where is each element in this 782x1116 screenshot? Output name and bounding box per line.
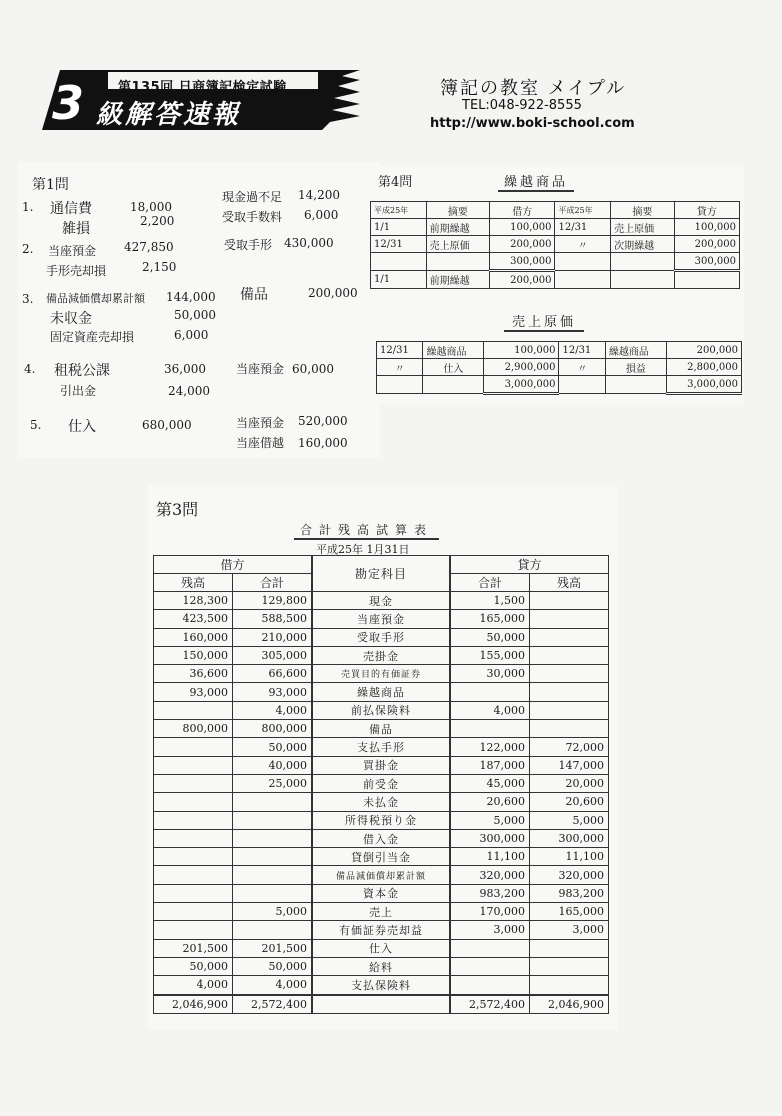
- question-4-answer: [366, 165, 744, 405]
- total-debit-balance: 2,046,900: [154, 995, 233, 1014]
- debit-balance-cell: 4,000: [154, 976, 233, 995]
- exam-title: 第135回 日商簿記検定試験: [118, 80, 287, 95]
- q1-debit-amount: 6,000: [174, 328, 209, 342]
- debit-balance-cell: [154, 921, 233, 939]
- trial-balance-row: [154, 610, 609, 628]
- credit-total-cell: 3,000: [450, 921, 530, 939]
- debit-total-cell: 93,000: [233, 683, 313, 701]
- q1-credit-amount: 430,000: [284, 236, 334, 250]
- credit-total-cell: 50,000: [450, 628, 530, 646]
- trial-balance-row: [154, 701, 609, 719]
- badge-number: 3: [52, 76, 85, 130]
- credit-balance-cell: 300,000: [530, 829, 609, 847]
- account-name-cell: 仕入: [312, 939, 450, 957]
- credit-balance-cell: [530, 665, 609, 683]
- q1-credit-amount: 200,000: [308, 286, 358, 300]
- trial-balance-row: [154, 848, 609, 866]
- account-name-cell: 給料: [312, 957, 450, 975]
- account-name-cell: 資本金: [312, 884, 450, 902]
- debit-total-cell: [233, 811, 313, 829]
- credit-total-cell: 45,000: [450, 774, 530, 792]
- q1-entry-no: 4.: [24, 362, 36, 376]
- debit-total-cell: 305,000: [233, 646, 313, 664]
- credit-balance-cell: 165,000: [530, 903, 609, 921]
- debit-balance-cell: 160,000: [154, 628, 233, 646]
- credit-total-cell: 320,000: [450, 866, 530, 884]
- ledger-row: 〃 仕入 2,900,000 〃 損益 2,800,000: [377, 359, 742, 376]
- q1-debit-account: 租税公課: [54, 363, 110, 379]
- q1-credit-amount: 60,000: [292, 362, 334, 376]
- ledger-header: 摘要: [426, 202, 490, 219]
- trial-balance-row: [154, 829, 609, 847]
- account-header: 勘定科目: [312, 556, 450, 592]
- trial-balance-row: [154, 939, 609, 957]
- ledger-row: 300,000 300,000: [371, 253, 740, 271]
- account-name-cell: 有価証券売却益: [312, 921, 450, 939]
- question-3-answer: [148, 485, 618, 1030]
- q1-entry-no: 1.: [22, 200, 34, 214]
- debit-balance-cell: 800,000: [154, 720, 233, 738]
- credit-total-cell: 165,000: [450, 610, 530, 628]
- school-tel: TEL:048-922-8555: [462, 98, 582, 113]
- debit-total-cell: 50,000: [233, 738, 313, 756]
- q1-debit-amount: 2,200: [140, 214, 175, 228]
- credit-total-cell: 1,500: [450, 592, 530, 610]
- q1-debit-account: 未収金: [50, 311, 92, 327]
- trial-balance-row: [154, 646, 609, 664]
- credit-total-cell: 300,000: [450, 829, 530, 847]
- debit-total-cell: 4,000: [233, 701, 313, 719]
- trial-balance-row: [154, 884, 609, 902]
- q1-debit-account: 手形売却損: [46, 264, 107, 278]
- credit-balance-cell: [530, 939, 609, 957]
- credit-balance-cell: 983,200: [530, 884, 609, 902]
- q1-debit-amount: 50,000: [174, 308, 216, 322]
- account-name-cell: 未払金: [312, 793, 450, 811]
- debit-balance-cell: [154, 774, 233, 792]
- q1-debit-amount: 2,150: [142, 260, 177, 274]
- q1-debit-amount: 680,000: [142, 418, 192, 432]
- total-credit-balance: 2,046,900: [530, 995, 609, 1014]
- debit-label: 借方: [154, 556, 313, 574]
- trial-balance-row: [154, 720, 609, 738]
- debit-balance-header: 残高: [154, 574, 233, 592]
- debit-balance-cell: [154, 811, 233, 829]
- q4-title: 第4問: [378, 175, 413, 190]
- trial-balance-total-row: [154, 995, 609, 1014]
- trial-balance-row: [154, 976, 609, 995]
- debit-total-cell: [233, 829, 313, 847]
- debit-total-cell: 50,000: [233, 957, 313, 975]
- debit-total-cell: [233, 884, 313, 902]
- credit-balance-cell: 3,000: [530, 921, 609, 939]
- question-1-answer: [18, 162, 380, 458]
- account-name-cell: 貸倒引当金: [312, 848, 450, 866]
- q1-credit-amount: 14,200: [298, 188, 340, 202]
- credit-label: 貸方: [450, 556, 609, 574]
- q1-title: 第1問: [32, 177, 69, 193]
- credit-total-cell: [450, 720, 530, 738]
- badge-text: 級解答速報: [96, 100, 242, 130]
- credit-balance-cell: [530, 646, 609, 664]
- trial-balance-row: [154, 903, 609, 921]
- debit-balance-cell: 93,000: [154, 683, 233, 701]
- trial-balance-row: [154, 811, 609, 829]
- credit-balance-cell: [530, 720, 609, 738]
- ledger-header: 貸方: [674, 202, 739, 219]
- account-name-cell: 現金: [312, 592, 450, 610]
- q1-debit-account: 通信費: [50, 201, 92, 217]
- q1-credit-amount: 160,000: [298, 436, 348, 450]
- trial-balance-row: [154, 592, 609, 610]
- ledger-header: 平成25年: [555, 202, 611, 219]
- debit-total-cell: 129,800: [233, 592, 313, 610]
- account-name-cell: 売買目的有価証券: [312, 665, 450, 683]
- q1-debit-amount: 24,000: [168, 384, 210, 398]
- credit-balance-cell: 20,000: [530, 774, 609, 792]
- debit-balance-cell: [154, 756, 233, 774]
- account-name-cell: 所得税預り金: [312, 811, 450, 829]
- credit-balance-cell: [530, 610, 609, 628]
- credit-total-cell: 30,000: [450, 665, 530, 683]
- ledger-header: 借方: [490, 202, 555, 219]
- credit-total-cell: [450, 957, 530, 975]
- credit-total-cell: [450, 939, 530, 957]
- credit-total-cell: 187,000: [450, 756, 530, 774]
- trial-balance-row: [154, 866, 609, 884]
- debit-total-cell: 40,000: [233, 756, 313, 774]
- trial-balance-row: [154, 774, 609, 792]
- credit-total-cell: 5,000: [450, 811, 530, 829]
- q1-debit-account: 固定資産売却損: [50, 330, 135, 344]
- account-name-cell: 繰越商品: [312, 683, 450, 701]
- debit-balance-cell: 50,000: [154, 957, 233, 975]
- debit-balance-cell: 201,500: [154, 939, 233, 957]
- trial-balance-row: [154, 921, 609, 939]
- total-account: [312, 995, 450, 1014]
- credit-balance-cell: [530, 628, 609, 646]
- q1-debit-amount: 18,000: [130, 200, 172, 214]
- account-name-cell: 備品減価償却累計額: [312, 866, 450, 884]
- debit-total-cell: [233, 866, 313, 884]
- ledger-name-cost-of-sales: 売上原価: [504, 311, 584, 332]
- total-debit-sum: 2,572,400: [233, 995, 313, 1014]
- ledger-row: 12/31 繰越商品 100,000 12/31 繰越商品 200,000: [377, 342, 742, 359]
- account-name-cell: 当座預金: [312, 610, 450, 628]
- credit-balance-cell: 320,000: [530, 866, 609, 884]
- ledger-merchandise-inventory: [370, 201, 740, 289]
- credit-balance-cell: 5,000: [530, 811, 609, 829]
- trial-balance-title: 合計残高試算表: [294, 521, 439, 540]
- credit-total-header: 合計: [450, 574, 530, 592]
- credit-total-cell: 155,000: [450, 646, 530, 664]
- q1-debit-amount: 427,850: [124, 240, 174, 254]
- debit-total-cell: 4,000: [233, 976, 313, 995]
- q1-debit-account: 当座預金: [48, 244, 97, 258]
- ledger-row: 1/1 前期繰越 100,000 12/31 売上原価 100,000: [371, 219, 740, 236]
- debit-total-cell: 800,000: [233, 720, 313, 738]
- debit-total-cell: 210,000: [233, 628, 313, 646]
- credit-balance-cell: 147,000: [530, 756, 609, 774]
- q1-credit-account: 受取手形: [224, 238, 273, 252]
- trial-balance-date: 平成25年 1月31日: [316, 543, 410, 556]
- q1-debit-amount: 36,000: [164, 362, 206, 376]
- ledger-header: 平成25年: [371, 202, 427, 219]
- q3-title: 第3問: [156, 500, 199, 519]
- q1-credit-account: 受取手数料: [222, 210, 283, 224]
- debit-total-cell: [233, 848, 313, 866]
- total-credit-sum: 2,572,400: [450, 995, 530, 1014]
- debit-total-cell: 588,500: [233, 610, 313, 628]
- ledger-header: 摘要: [611, 202, 675, 219]
- debit-balance-cell: [154, 903, 233, 921]
- credit-total-cell: 983,200: [450, 884, 530, 902]
- account-name-cell: 買掛金: [312, 756, 450, 774]
- q1-debit-amount: 144,000: [166, 290, 216, 304]
- trial-balance-row: [154, 683, 609, 701]
- debit-balance-cell: 423,500: [154, 610, 233, 628]
- debit-balance-cell: 36,600: [154, 665, 233, 683]
- account-name-cell: 借入金: [312, 829, 450, 847]
- account-name-cell: 前払保険料: [312, 701, 450, 719]
- q1-credit-amount: 6,000: [304, 208, 339, 222]
- q1-credit-amount: 520,000: [298, 414, 348, 428]
- trial-balance-table: [153, 555, 609, 1014]
- debit-balance-cell: 128,300: [154, 592, 233, 610]
- credit-balance-header: 残高: [530, 574, 609, 592]
- debit-total-cell: [233, 793, 313, 811]
- ledger-row: 1/1 前期繰越 200,000: [371, 271, 740, 289]
- debit-balance-cell: [154, 848, 233, 866]
- account-name-cell: 前受金: [312, 774, 450, 792]
- account-name-cell: 支払保険料: [312, 976, 450, 995]
- account-name-cell: 受取手形: [312, 628, 450, 646]
- q1-credit-account: 現金過不足: [222, 190, 283, 204]
- account-name-cell: 売上: [312, 903, 450, 921]
- debit-total-cell: 66,600: [233, 665, 313, 683]
- ledger-name-merchandise: 繰越商品: [498, 171, 574, 192]
- account-name-cell: 備品: [312, 720, 450, 738]
- debit-total-cell: 25,000: [233, 774, 313, 792]
- credit-total-cell: 11,100: [450, 848, 530, 866]
- trial-balance-row: [154, 665, 609, 683]
- q1-debit-account: 仕入: [68, 419, 96, 435]
- credit-total-cell: 20,600: [450, 793, 530, 811]
- credit-balance-cell: 20,600: [530, 793, 609, 811]
- q1-entry-no: 3.: [22, 292, 34, 306]
- credit-total-cell: [450, 976, 530, 995]
- credit-balance-cell: 11,100: [530, 848, 609, 866]
- q1-credit-account: 備品: [240, 287, 268, 303]
- credit-total-cell: [450, 683, 530, 701]
- debit-total-cell: [233, 921, 313, 939]
- debit-total-header: 合計: [233, 574, 313, 592]
- school-name: 簿記の教室 メイプル: [440, 78, 627, 99]
- q1-credit-account: 当座預金: [236, 416, 285, 430]
- trial-balance-row: [154, 756, 609, 774]
- q1-credit-account: 当座借越: [236, 436, 285, 450]
- credit-balance-cell: [530, 976, 609, 995]
- credit-total-cell: 4,000: [450, 701, 530, 719]
- trial-balance-row: [154, 957, 609, 975]
- debit-total-cell: 5,000: [233, 903, 313, 921]
- debit-balance-cell: 150,000: [154, 646, 233, 664]
- credit-balance-cell: [530, 683, 609, 701]
- debit-balance-cell: [154, 793, 233, 811]
- debit-balance-cell: [154, 701, 233, 719]
- q1-debit-account: 引出金: [60, 384, 97, 398]
- debit-balance-cell: [154, 829, 233, 847]
- trial-balance-row: [154, 793, 609, 811]
- account-name-cell: 売掛金: [312, 646, 450, 664]
- credit-balance-cell: [530, 957, 609, 975]
- q1-debit-account: 雑損: [62, 221, 90, 237]
- trial-balance-row: [154, 738, 609, 756]
- ledger-row: 3,000,000 3,000,000: [377, 376, 742, 394]
- credit-total-cell: 170,000: [450, 903, 530, 921]
- q1-entry-no: 5.: [30, 418, 42, 432]
- account-name-cell: 支払手形: [312, 738, 450, 756]
- school-url: http://www.boki-school.com: [430, 116, 635, 131]
- credit-balance-cell: [530, 701, 609, 719]
- debit-balance-cell: [154, 866, 233, 884]
- debit-balance-cell: [154, 738, 233, 756]
- credit-balance-cell: [530, 592, 609, 610]
- q1-credit-account: 当座預金: [236, 362, 285, 376]
- q1-debit-account: 備品減価償却累計額: [46, 292, 145, 305]
- credit-total-cell: 122,000: [450, 738, 530, 756]
- debit-total-cell: 201,500: [233, 939, 313, 957]
- ledger-row: 12/31 売上原価 200,000 〃 次期繰越 200,000: [371, 236, 740, 253]
- credit-balance-cell: 72,000: [530, 738, 609, 756]
- q1-entry-no: 2.: [22, 242, 34, 256]
- ledger-cost-of-sales: [376, 341, 742, 395]
- debit-balance-cell: [154, 884, 233, 902]
- trial-balance-row: [154, 628, 609, 646]
